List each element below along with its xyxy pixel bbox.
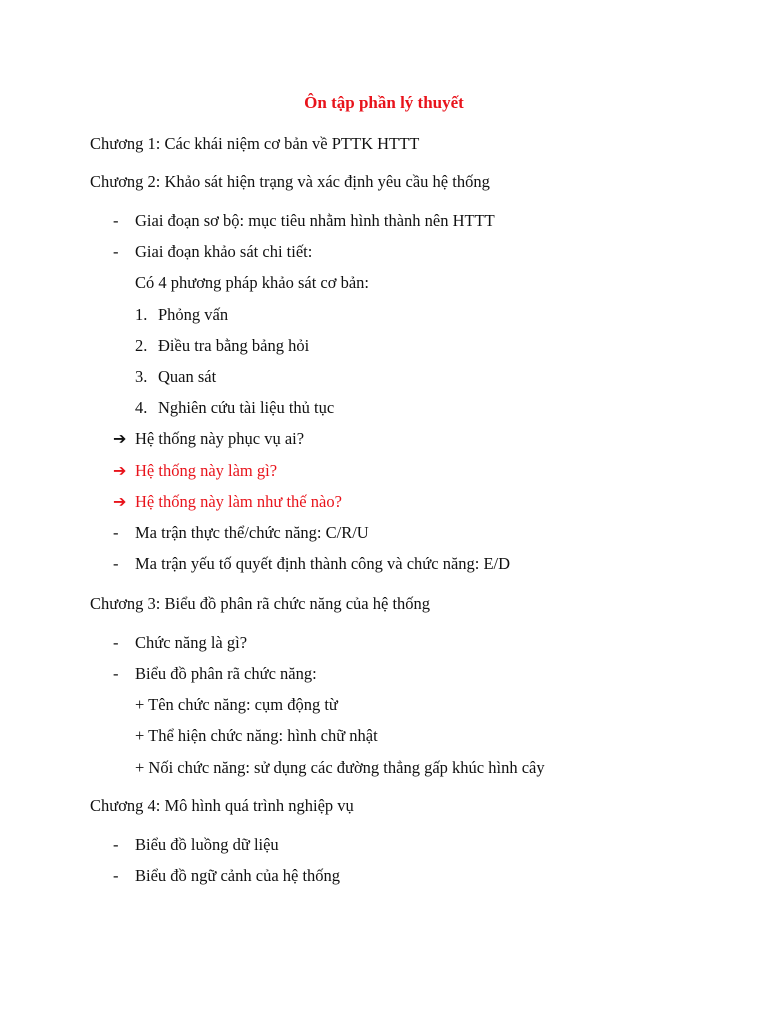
- arrow-item-text: Hệ thống này làm như thế nào?: [135, 492, 342, 511]
- dash-bullet: -: [113, 866, 119, 885]
- item-text: Điều tra bằng bảng hỏi: [158, 336, 310, 355]
- item-text: Quan sát: [158, 367, 217, 386]
- arrow-item-text: Hệ thống này phục vụ ai?: [135, 429, 305, 448]
- item-text: Nghiên cứu tài liệu thủ tục: [158, 398, 335, 417]
- chapter-3-heading: Chương 3: Biểu đồ phân rã chức năng của hệ thống: [90, 594, 431, 613]
- item-number: 1.: [135, 305, 148, 324]
- dash-bullet: -: [113, 211, 119, 230]
- chapter-2-heading: Chương 2: Khảo sát hiện trạng và xác định yêu cầu hệ thống: [90, 172, 490, 191]
- dash-bullet: -: [113, 523, 119, 542]
- list-item-text: Biểu đồ ngữ cảnh của hệ thống: [135, 866, 341, 885]
- dash-bullet: -: [113, 664, 119, 683]
- arrow-right-icon: ➔: [113, 429, 127, 448]
- list-item-text: Ma trận yếu tố quyết định thành công và chức năng: E/D: [135, 554, 511, 573]
- list-item-text: Biểu đồ luồng dữ liệu: [135, 835, 279, 854]
- chapter-4-heading: Chương 4: Mô hình quá trình nghiệp vụ: [90, 796, 354, 815]
- chapter-1-heading: Chương 1: Các khái niệm cơ bản về PTTK HTTT: [90, 134, 420, 153]
- dash-bullet: -: [113, 554, 119, 573]
- item-number: 3.: [135, 367, 148, 386]
- arrow-item-text: Hệ thống này làm gì?: [135, 461, 278, 480]
- page-title: Ôn tập phần lý thuyết: [304, 93, 464, 112]
- item-number: 4.: [135, 398, 148, 417]
- methods-intro: Có 4 phương pháp khảo sát cơ bản:: [135, 273, 369, 292]
- dash-bullet: -: [113, 835, 119, 854]
- dash-bullet: -: [113, 633, 119, 652]
- list-item-text: Biểu đồ phân rã chức năng:: [135, 664, 317, 683]
- arrow-right-icon: ➔: [113, 492, 127, 511]
- item-number: 2.: [135, 336, 148, 355]
- list-item-text: Giai đoạn sơ bộ: mục tiêu nhằm hình thành nên HTTT: [135, 211, 495, 230]
- plus-item: + Nối chức năng: sử dụng các đường thẳng gấp khúc hình cây: [135, 758, 545, 777]
- dash-bullet: -: [113, 242, 119, 261]
- list-item-text: Chức năng là gì?: [135, 633, 248, 652]
- arrow-right-icon: ➔: [113, 461, 127, 480]
- list-item-text: Ma trận thực thể/chức năng: C/R/U: [135, 523, 369, 542]
- plus-item: + Tên chức năng: cụm động từ: [135, 695, 338, 714]
- plus-item: + Thể hiện chức năng: hình chữ nhật: [135, 726, 378, 745]
- list-item-text: Giai đoạn khảo sát chi tiết:: [135, 242, 313, 261]
- item-text: Phỏng vấn: [158, 305, 229, 324]
